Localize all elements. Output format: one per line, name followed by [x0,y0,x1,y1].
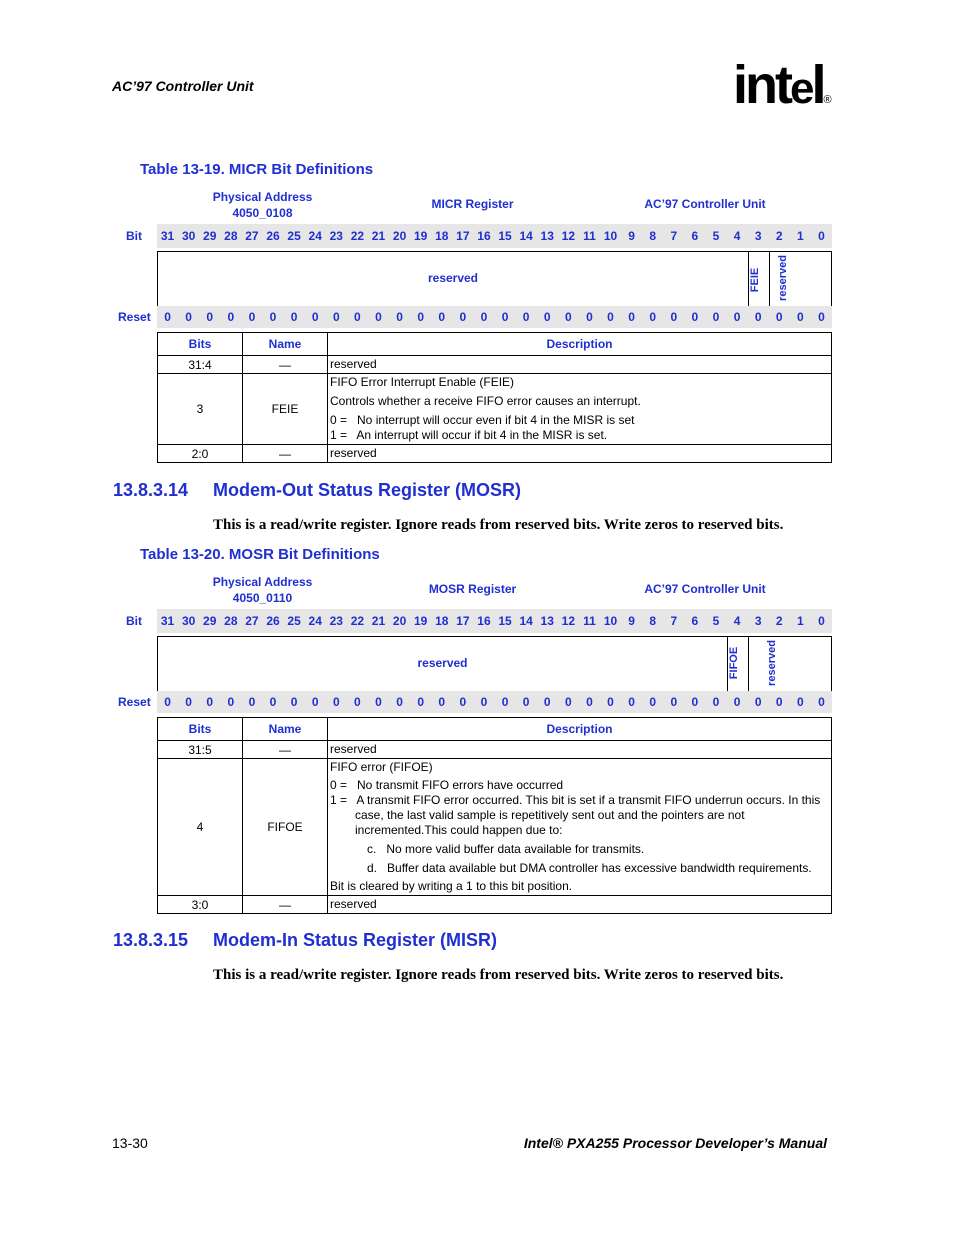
reset-value: 0 [733,310,741,324]
cell-bits: 3 [158,374,243,445]
reset-value: 0 [185,695,192,709]
bit-number: 11 [583,614,596,628]
bit-number: 13 [540,229,554,243]
reset-value: 0 [248,310,256,324]
bit-number: 29 [203,614,217,628]
table-row [158,759,832,896]
bit-number: 24 [308,229,322,243]
reset-value: 0 [543,310,551,324]
desc-line: 1 = An interrupt will occur if bit 4 in the MISR is set. [330,428,608,442]
table-20-caption: Table 13-20. MOSR Bit Definitions [140,546,380,563]
bit-number: 28 [224,229,238,243]
cell-desc: reserved [328,741,832,759]
table-19-description [157,332,832,463]
bit-number: 19 [413,614,428,628]
cell-desc: reserved [328,445,832,463]
field-reserved-low: reserved [765,640,778,686]
cell-desc [328,374,832,445]
cell-bits: 31:4 [158,356,243,374]
bit-number: 5 [712,229,720,243]
bit-row-label: Bit [126,614,142,628]
bit-number: 19 [413,229,428,243]
cell-bits: 2:0 [158,445,243,463]
reset-value: 0 [438,310,446,324]
reset-value: 0 [480,310,488,324]
reset-value: 0 [332,310,340,324]
bit-number: 17 [456,229,470,243]
reset-value: 0 [480,695,488,709]
desc-line: FIFO error (FIFOE) [330,760,433,774]
bit-number: 18 [435,229,449,243]
bit-number: 1 [797,614,804,628]
section-paragraph: This is a read/write register. Ignore reads from reserved bits. Write zeros to reserved bits. [213,967,784,983]
page-number: 13-30 [112,1135,148,1151]
cell-name: — [243,896,328,914]
cell-name: — [243,741,328,759]
cell-bits: 3:0 [158,896,243,914]
desc-line: d. Buffer data available but DMA controller has excessive bandwidth requirements. [367,861,812,875]
col-description: Description [328,718,832,741]
phys-address-label: Physical Address [212,190,313,204]
bit-number: 6 [691,614,699,628]
reset-value: 0 [818,695,825,709]
reset-value: 0 [670,695,678,709]
reset-value: 0 [797,695,804,709]
reset-value: 0 [438,695,446,709]
bit-number: 23 [329,614,343,628]
field-cell-bit4 [727,637,749,691]
table-19-caption: Table 13-19. MICR Bit Definitions [140,161,374,178]
bit-row-label: Bit [126,229,142,243]
reset-value: 0 [269,695,277,709]
bit-number: 26 [266,614,280,628]
cell-name: — [243,356,328,374]
phys-address-value: 4050_0108 [232,206,293,220]
bit-number: 25 [287,614,301,628]
cell-name: — [243,445,328,463]
bit-number: 16 [477,614,491,628]
bit-number: 8 [649,614,657,628]
bit-number: 11 [583,229,596,243]
reset-value: 0 [375,695,382,709]
col-description: Description [328,333,832,356]
bit-number: 15 [498,229,512,243]
reset-value: 0 [332,695,340,709]
field-reserved-high: reserved [427,271,479,285]
cell-bits: 4 [158,759,243,896]
desc-line: 0 = No interrupt will occur even if bit 4 in the MISR is set [330,413,635,427]
reset-value: 0 [375,310,382,324]
reset-value: 0 [649,310,657,324]
reset-value: 0 [649,695,657,709]
bit-number: 21 [371,229,386,243]
bit-number: 3 [754,229,762,243]
reset-value: 0 [775,695,783,709]
bit-number: 22 [350,229,365,243]
reset-value: 0 [501,310,509,324]
bit-number: 14 [519,229,533,243]
section-title: Modem-In Status Register (MISR) [213,930,498,950]
reset-value: 0 [522,695,530,709]
section-paragraph: This is a read/write register. Ignore reads from reserved bits. Write zeros to reserved bits. [213,517,784,533]
reset-value: 0 [164,695,171,709]
reset-value: 0 [459,310,467,324]
reset-value: 0 [564,310,572,324]
reset-value: 0 [354,695,361,709]
bit-number-row [157,609,832,633]
bit-number: 31 [160,614,175,628]
col-name: Name [243,333,328,356]
bit-number-row [157,224,832,248]
reset-value: 0 [396,310,403,324]
bit-number: 9 [628,229,635,243]
reset-value: 0 [628,310,635,324]
field-reserved-high: reserved [417,656,468,670]
bit-number: 30 [181,614,196,628]
bit-number: 7 [670,229,678,243]
field-reserved-low: reserved [776,255,789,301]
field-cell-bit3 [748,252,770,306]
bit-number: 16 [477,229,491,243]
reset-value: 0 [248,695,256,709]
reset-row-label: Reset [118,695,151,709]
bit-number: 21 [371,614,386,628]
reset-value: 0 [733,695,741,709]
cell-desc [328,759,832,896]
cell-bits: 31:5 [158,741,243,759]
cell-name: FIFOE [243,759,328,896]
table-19-register-name: MICR Register [431,197,514,211]
bit-number: 6 [691,229,699,243]
bit-number: 20 [392,229,407,243]
reset-value: 0 [354,310,361,324]
register-field-diagram [157,251,832,307]
bit-number: 26 [266,229,280,243]
col-name: Name [243,718,328,741]
bit-number: 23 [329,229,343,243]
reset-value: 0 [586,310,593,324]
reset-value: 0 [459,695,467,709]
section-heading-misr [113,930,497,951]
phys-address-value: 4050_0110 [232,591,293,605]
reset-value: 0 [712,695,720,709]
bit-number: 25 [287,229,301,243]
reset-value: 0 [206,310,214,324]
field-cell-low [769,252,833,306]
bit-number: 10 [603,229,618,243]
reset-value: 0 [227,310,235,324]
reset-value: 0 [607,310,614,324]
bit-number: 18 [435,614,449,628]
bit-number: 5 [712,614,720,628]
bit-number: 30 [181,229,196,243]
reset-value: 0 [691,310,699,324]
desc-line: Bit is cleared by writing a 1 to this bit position. [330,879,573,893]
reset-value: 0 [417,695,425,709]
bit-number: 0 [818,229,825,243]
reset-value: 0 [522,310,530,324]
table-20-unit: AC’97 Controller Unit [644,582,766,596]
desc-line: 1 = A transmit FIFO error occurred. This bit is set if a transmit FIFO underrun occurs. In this case, the last valid sample is repetitively sent out and the pointers are not incremented.This could happen due to: [330,793,824,837]
col-bits: Bits [158,718,243,741]
cell-name: FEIE [243,374,328,445]
bit-number: 12 [561,229,575,243]
reset-value: 0 [712,310,720,324]
reset-value: 0 [797,310,804,324]
bit-number: 28 [224,614,238,628]
register-field-diagram [157,636,832,692]
reset-value: 0 [417,310,425,324]
table-row [158,445,832,463]
desc-line: 0 = No transmit FIFO errors have occurred [330,778,564,792]
reset-value: 0 [775,310,783,324]
bit-number: 1 [797,229,804,243]
table-row [158,741,832,759]
bit-number: 17 [456,614,470,628]
bit-number: 4 [733,614,741,628]
table-20-register-name: MOSR Register [428,582,517,596]
reset-value: 0 [396,695,403,709]
bit-number: 10 [603,614,618,628]
bit-number: 20 [392,614,407,628]
section-heading-mosr [113,480,521,501]
reset-value: 0 [628,695,635,709]
field-fifoe: FIFOE [728,646,741,680]
cell-desc: reserved [328,896,832,914]
reset-value-row [157,306,832,328]
reset-value: 0 [607,695,614,709]
field-cell-low [748,637,833,691]
reset-value: 0 [543,695,551,709]
bit-number: 13 [540,614,554,628]
phys-address-label: Physical Address [212,575,313,589]
table-20-phys-address [200,574,325,606]
table-20-description [157,717,832,914]
intel-logo: intel® [733,55,832,115]
col-bits: Bits [158,333,243,356]
reset-value: 0 [269,310,277,324]
bit-number: 9 [628,614,635,628]
reset-value: 0 [227,695,235,709]
reset-value: 0 [691,695,699,709]
reset-value: 0 [670,310,678,324]
table-row [158,356,832,374]
desc-line: Controls whether a receive FIFO error causes an interrupt. [330,394,641,408]
reset-row-label: Reset [118,310,151,324]
table-19-phys-address [200,189,325,221]
reset-value: 0 [290,310,298,324]
reset-value: 0 [754,310,762,324]
section-number: 13.8.3.14 [113,480,189,500]
bit-number: 8 [649,229,657,243]
bit-number: 0 [818,614,825,628]
bit-number: 27 [245,614,259,628]
reset-value: 0 [185,310,192,324]
bit-number: 4 [733,229,741,243]
reset-value: 0 [501,695,509,709]
reset-value: 0 [818,310,825,324]
cell-desc: reserved [328,356,832,374]
reset-value: 0 [164,310,171,324]
section-title: Modem-Out Status Register (MOSR) [213,480,522,500]
bit-number: 24 [308,614,322,628]
table-19-unit: AC’97 Controller Unit [644,197,766,211]
desc-line: c. No more valid buffer data available for transmits. [367,842,645,856]
bit-number: 12 [561,614,575,628]
reset-value: 0 [754,695,762,709]
bit-number: 3 [754,614,762,628]
reset-value: 0 [311,310,319,324]
section-number: 13.8.3.15 [113,930,189,950]
bit-number: 27 [245,229,259,243]
reset-value: 0 [206,695,214,709]
field-feie: FEIE [749,267,762,293]
reset-value: 0 [564,695,572,709]
bit-number: 7 [670,614,678,628]
manual-title: Intel® PXA255 Processor Developer’s Manual [523,1135,827,1151]
bit-number: 31 [160,229,175,243]
reset-value: 0 [586,695,593,709]
reset-value: 0 [311,695,319,709]
bit-number: 29 [203,229,217,243]
bit-number: 14 [519,614,533,628]
desc-line: FIFO Error Interrupt Enable (FEIE) [330,375,515,389]
bit-number: 15 [498,614,512,628]
reset-value: 0 [290,695,298,709]
bit-number: 2 [775,614,783,628]
reset-value-row [157,691,832,713]
bit-number: 22 [350,614,365,628]
table-row [158,374,832,445]
table-row [158,896,832,914]
bit-number: 2 [775,229,783,243]
running-header-title: AC’97 Controller Unit [112,78,254,94]
